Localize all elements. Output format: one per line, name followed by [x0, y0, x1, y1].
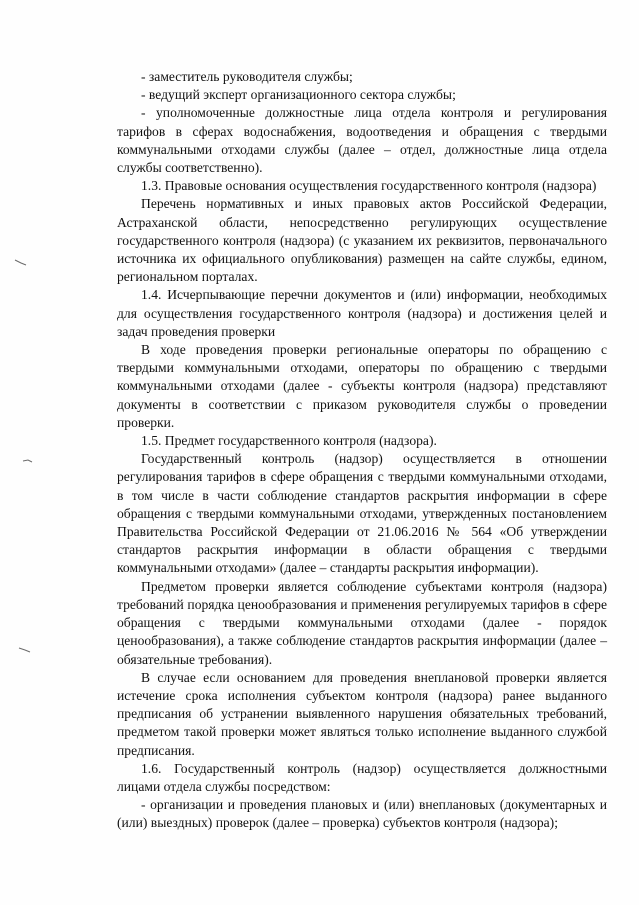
- paragraph: В ходе проведения проверки региональные операторы по обращению с твердыми коммунальными отходами, операторы по обращению с твердыми коммунальными отходами (далее - субъекты контроля (надзора) представляют документы в соответствии с приказом руководителя службы о проведении проверки.: [117, 342, 607, 430]
- list-item: - заместитель руководителя службы;: [141, 69, 353, 84]
- list-item: - ведущий эксперт организационного сектора службы;: [141, 87, 456, 103]
- paragraph: Государственный контроль (надзор) осуществляется в отношении регулирования тарифов в сфере обращения с твердыми коммунальными отходами, в том числе в части соблюдение стандартов раскрытия информации в сфере обращения с твердыми коммунальными отходами, утвержденных постановлением Правительства Российской Федерации от 21.06.2016 № 564 «Об утверждении стандартов раскрытия информации в области обращения с твердыми коммунальными отходами» (далее – стандарты раскрытия информации).: [117, 451, 607, 576]
- paragraph: Предметом проверки является соблюдение субъектами контроля (надзора) требований порядка ценообразования и применения регулируемых тарифов в сфере обращения с твердыми коммунальными отходами (далее - порядок ценообразования), а также соблюдение стандартов раскрытия информации (далее – обязательные требования).: [117, 578, 607, 667]
- document-body: [117, 68, 607, 833]
- margin-scan-mark: [22, 458, 36, 466]
- section-heading-1-5: 1.5. Предмет государственного контроля (надзора).: [141, 433, 437, 449]
- section-heading-1-3: 1.3. Правовые основания осуществления государственного контроля (надзора): [141, 178, 597, 194]
- margin-scan-mark: [14, 258, 28, 266]
- section-heading-1-6: 1.6. Государственный контроль (надзор) осуществляется должностными лицами отдела службы посредством:: [117, 760, 607, 794]
- list-item: - уполномоченные должностные лица отдела контроля и регулирования тарифов в сферах водоснабжения, водоотведения и обращения с твердыми коммунальными отходами службы (далее – отдел, должностные лица отдела службы соответственно).: [117, 105, 607, 176]
- section-heading-1-4: 1.4. Исчерпывающие перечни документов и (или) информации, необходимых для осуществления государственного контроля (надзора) и достижения целей и задач проведения проверки: [117, 287, 607, 339]
- list-item: - организации и проведения плановых и (или) внеплановых (документарных и (или) выездных) проверок (далее – проверка) субъектов контроля (надзора);: [117, 797, 607, 831]
- margin-scan-mark: [18, 646, 32, 654]
- paragraph: Перечень нормативных и иных правовых актов Российской Федерации, Астраханской области, непосредственно регулирующих осуществление государственного контроля (надзора) (с указанием их реквизитов, первоначального источника их официального опубликования) размещен на сайте службы, едином, региональном порталах.: [117, 196, 607, 285]
- paragraph: В случае если основанием для проведения внеплановой проверки является истечение срока исполнения субъектом контроля (надзора) ранее выданного предписания об устранении выявленного нарушения обязательных требований, предметом такой проверки может являться только исполнение выданного службой предписания.: [117, 669, 607, 758]
